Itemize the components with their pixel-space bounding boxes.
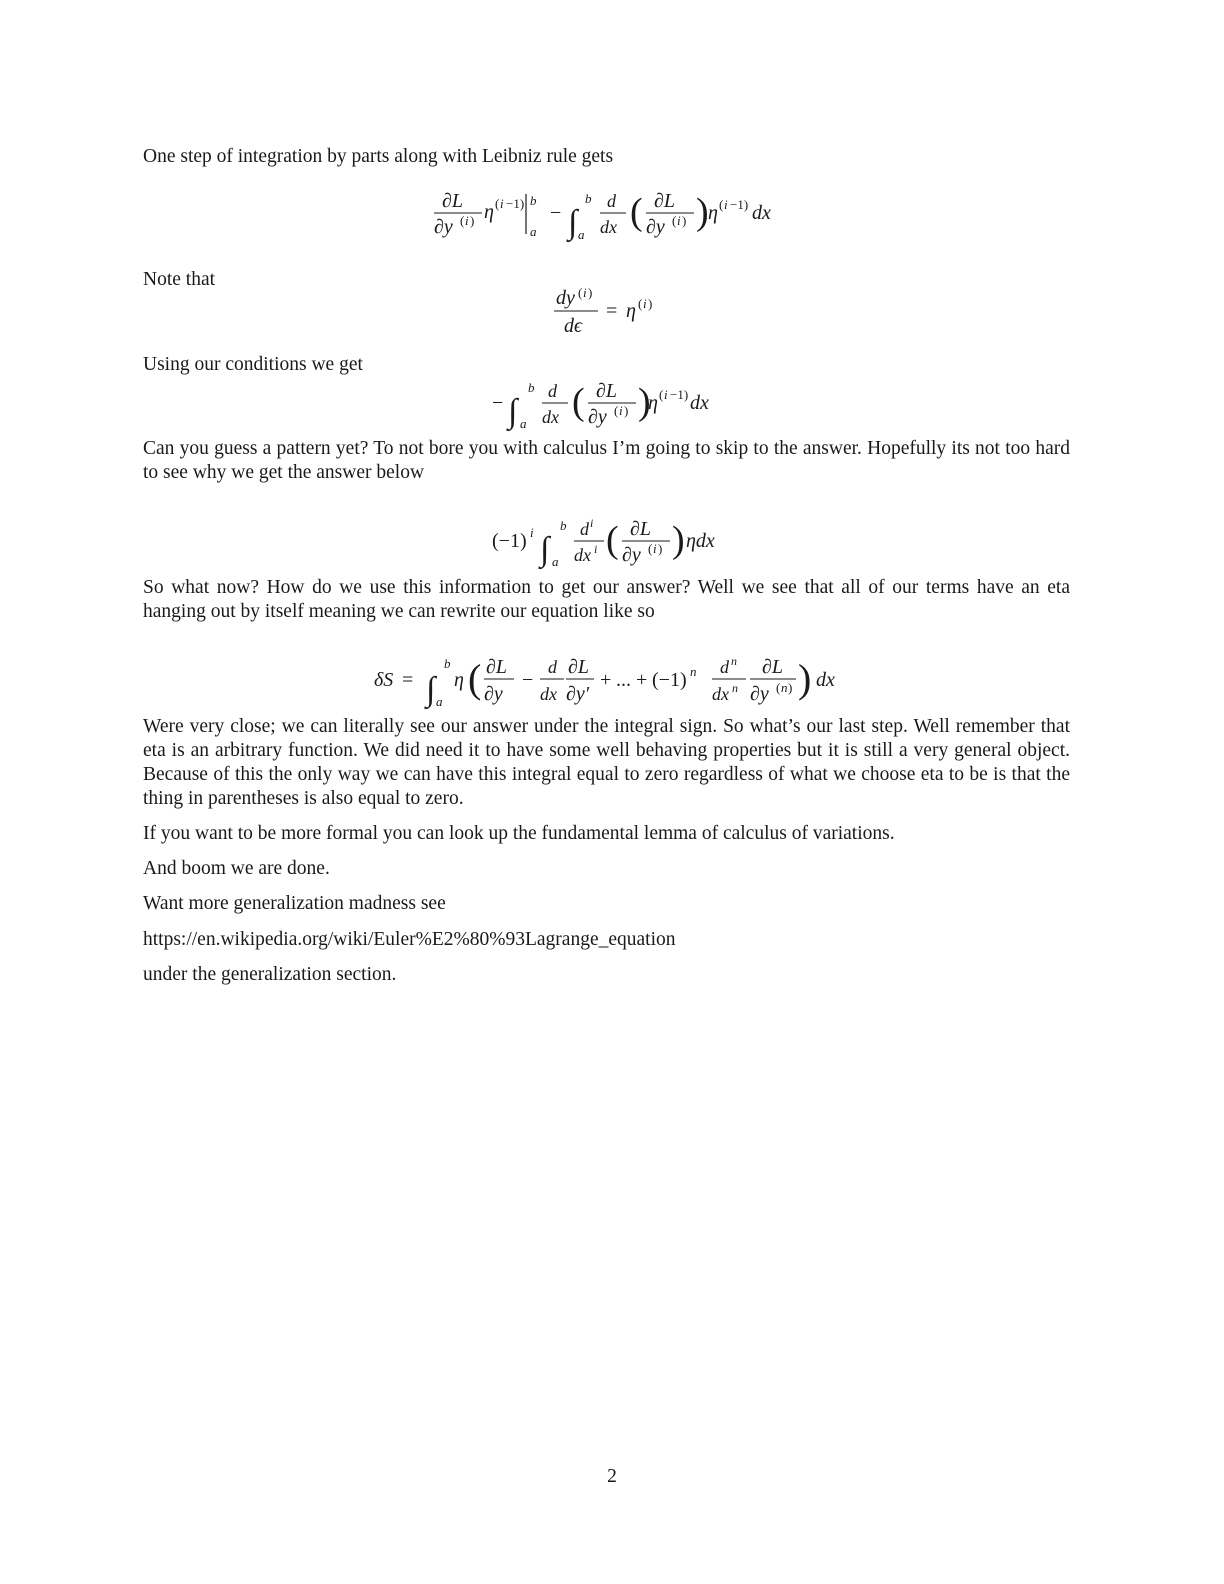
svg-text:): ) — [638, 381, 651, 423]
svg-text:(: ( — [672, 213, 677, 228]
svg-text:): ) — [798, 656, 812, 701]
paragraph-guess-pattern: Can you guess a pattern yet? To not bore you with calculus I’m going to skip to the answer. Hopefully its not too hard to see why we get the answer below — [143, 438, 1070, 483]
svg-text:(: ( — [638, 296, 643, 311]
svg-text:−: − — [522, 669, 534, 691]
paragraph-using-conditions: Using our conditions we get — [143, 354, 363, 375]
svg-text:i: i — [530, 525, 534, 540]
equation-integration-by-parts — [430, 186, 790, 246]
paragraph-note-that: Note that — [143, 269, 216, 290]
svg-text:): ) — [788, 680, 793, 695]
svg-text:dx: dx — [816, 669, 835, 691]
svg-text:∫: ∫ — [540, 531, 550, 568]
svg-text:+: + — [636, 669, 648, 691]
paragraph-very-close: Were very close; we can literally see our answer under the integral sign. So what’s our last step. Well remember that eta is an arbitrary function. We did need it to have some well behaving properties but it is still a very general object. Because of this the only way we can have this integral equal to zero regardless of what we choose eta to be is that the thing in parentheses is also equal to zero. — [143, 716, 1070, 809]
svg-text:(: ( — [606, 519, 619, 561]
svg-text:∂y: ∂y — [588, 406, 607, 428]
paragraph-boom-done: And boom we are done. — [143, 858, 330, 879]
equation-after-conditions — [490, 372, 730, 432]
equation-variation-delta-s — [370, 648, 850, 712]
svg-text:∂L: ∂L — [568, 656, 590, 678]
svg-text:dx: dx — [752, 202, 771, 224]
paragraph-generalization-section: under the generalization section. — [143, 964, 397, 985]
paragraph-more-generalization: Want more generalization madness see — [143, 893, 446, 914]
svg-text:(: ( — [614, 403, 619, 418]
svg-text:(−1): (−1) — [652, 669, 687, 691]
svg-text:b: b — [530, 193, 537, 208]
svg-text:d: d — [720, 657, 729, 677]
svg-text:−1): −1) — [730, 197, 749, 212]
equation-general-term — [490, 510, 730, 570]
svg-text:(: ( — [578, 285, 583, 300]
svg-text:(: ( — [468, 656, 482, 701]
svg-text:(: ( — [630, 191, 643, 233]
svg-text:−: − — [550, 202, 562, 224]
svg-text:d: d — [548, 381, 557, 401]
svg-text:): ) — [658, 541, 663, 556]
svg-text:−1): −1) — [506, 196, 525, 211]
svg-text:dy: dy — [556, 287, 575, 309]
svg-text:n: n — [690, 664, 697, 679]
svg-text:∂y: ∂y — [622, 544, 641, 566]
svg-text:a: a — [552, 554, 559, 569]
svg-text:i: i — [590, 516, 594, 530]
svg-text:dx: dx — [600, 217, 617, 237]
svg-text:i: i — [583, 285, 587, 300]
svg-text:b: b — [444, 656, 451, 671]
paragraph-so-what-now: So what now? How do we use this information to get our answer? Well we see that all of our terms have an eta hanging out by itself meaning we can rewrite our equation like so — [143, 577, 1070, 622]
svg-text:∫: ∫ — [508, 393, 518, 430]
svg-text:∂L: ∂L — [596, 380, 618, 402]
svg-text:=: = — [402, 669, 414, 691]
svg-text:i: i — [594, 542, 598, 556]
svg-text:η: η — [484, 201, 494, 223]
svg-text:): ) — [672, 519, 685, 561]
svg-text:(: ( — [659, 387, 664, 402]
svg-text:dx: dx — [690, 392, 709, 414]
svg-text:dx: dx — [712, 684, 729, 704]
svg-text:−: − — [492, 392, 504, 414]
svg-text:): ) — [624, 403, 629, 418]
svg-text:i: i — [664, 387, 668, 402]
svg-text:∂L: ∂L — [762, 656, 784, 678]
svg-text:dx: dx — [542, 407, 559, 427]
svg-text:dϵ: dϵ — [564, 315, 583, 337]
svg-text:∂y′: ∂y′ — [566, 683, 590, 705]
svg-text:dx: dx — [574, 545, 591, 565]
svg-text:(: ( — [572, 381, 585, 423]
svg-text:∫: ∫ — [426, 671, 436, 708]
svg-text:i: i — [724, 197, 728, 212]
svg-text:(: ( — [776, 680, 781, 695]
svg-text:∂y: ∂y — [646, 216, 665, 238]
svg-text:(: ( — [719, 197, 724, 212]
paragraph-integration-by-parts: One step of integration by parts along with Leibniz rule gets — [143, 146, 614, 167]
svg-text:i: i — [677, 213, 681, 228]
svg-text:n: n — [732, 681, 738, 695]
wikipedia-link[interactable]: https://en.wikipedia.org/wiki/Euler%E2%80%93Lagrange_equation — [143, 929, 676, 950]
svg-text:η: η — [708, 202, 718, 224]
svg-text:a: a — [520, 416, 527, 431]
svg-text:a: a — [436, 694, 443, 709]
svg-text:i: i — [500, 196, 504, 211]
svg-text:δS: δS — [374, 669, 394, 691]
svg-text:∂L: ∂L — [630, 518, 652, 540]
svg-text:): ) — [470, 213, 475, 228]
svg-text:d: d — [607, 191, 616, 211]
svg-text:d: d — [580, 519, 589, 539]
svg-text:(: ( — [460, 213, 465, 228]
svg-text:b: b — [560, 518, 567, 533]
svg-text:∂y: ∂y — [484, 683, 503, 705]
svg-text:η: η — [626, 300, 636, 322]
svg-text:(: ( — [648, 541, 653, 556]
svg-text:i: i — [643, 296, 647, 311]
paragraph-formal-lemma: If you want to be more formal you can look up the fundamental lemma of calculus of variations. — [143, 823, 895, 844]
svg-text:i: i — [619, 403, 623, 418]
svg-text:d: d — [548, 657, 557, 677]
equation-derivative-eta — [552, 284, 672, 340]
svg-text:...: ... — [616, 669, 631, 691]
svg-text:∂y: ∂y — [750, 683, 769, 705]
svg-text:∂y: ∂y — [434, 216, 453, 238]
svg-text:∂L: ∂L — [486, 656, 508, 678]
svg-text:): ) — [588, 285, 593, 300]
svg-text:+: + — [600, 669, 612, 691]
svg-text:(−1): (−1) — [492, 530, 527, 552]
svg-text:a: a — [530, 224, 537, 239]
svg-text:∂L: ∂L — [654, 190, 676, 212]
svg-text:b: b — [528, 380, 535, 395]
svg-text:−1): −1) — [670, 387, 689, 402]
svg-text:∂L: ∂L — [442, 190, 464, 212]
svg-text:i: i — [465, 213, 469, 228]
svg-text:b: b — [585, 191, 592, 206]
svg-text:): ) — [682, 213, 687, 228]
svg-text:): ) — [696, 191, 709, 233]
svg-text:=: = — [606, 300, 618, 322]
svg-text:a: a — [578, 227, 585, 242]
svg-text:): ) — [648, 296, 653, 311]
page-number: 2 — [607, 1466, 617, 1487]
svg-text:i: i — [653, 541, 657, 556]
svg-text:η: η — [648, 392, 658, 414]
svg-text:η: η — [454, 669, 464, 691]
svg-text:∫: ∫ — [568, 204, 578, 241]
svg-text:ηdx: ηdx — [686, 530, 715, 552]
svg-text:n: n — [781, 680, 788, 695]
svg-text:dx: dx — [540, 684, 557, 704]
svg-text:n: n — [731, 654, 737, 668]
svg-text:(: ( — [495, 196, 500, 211]
